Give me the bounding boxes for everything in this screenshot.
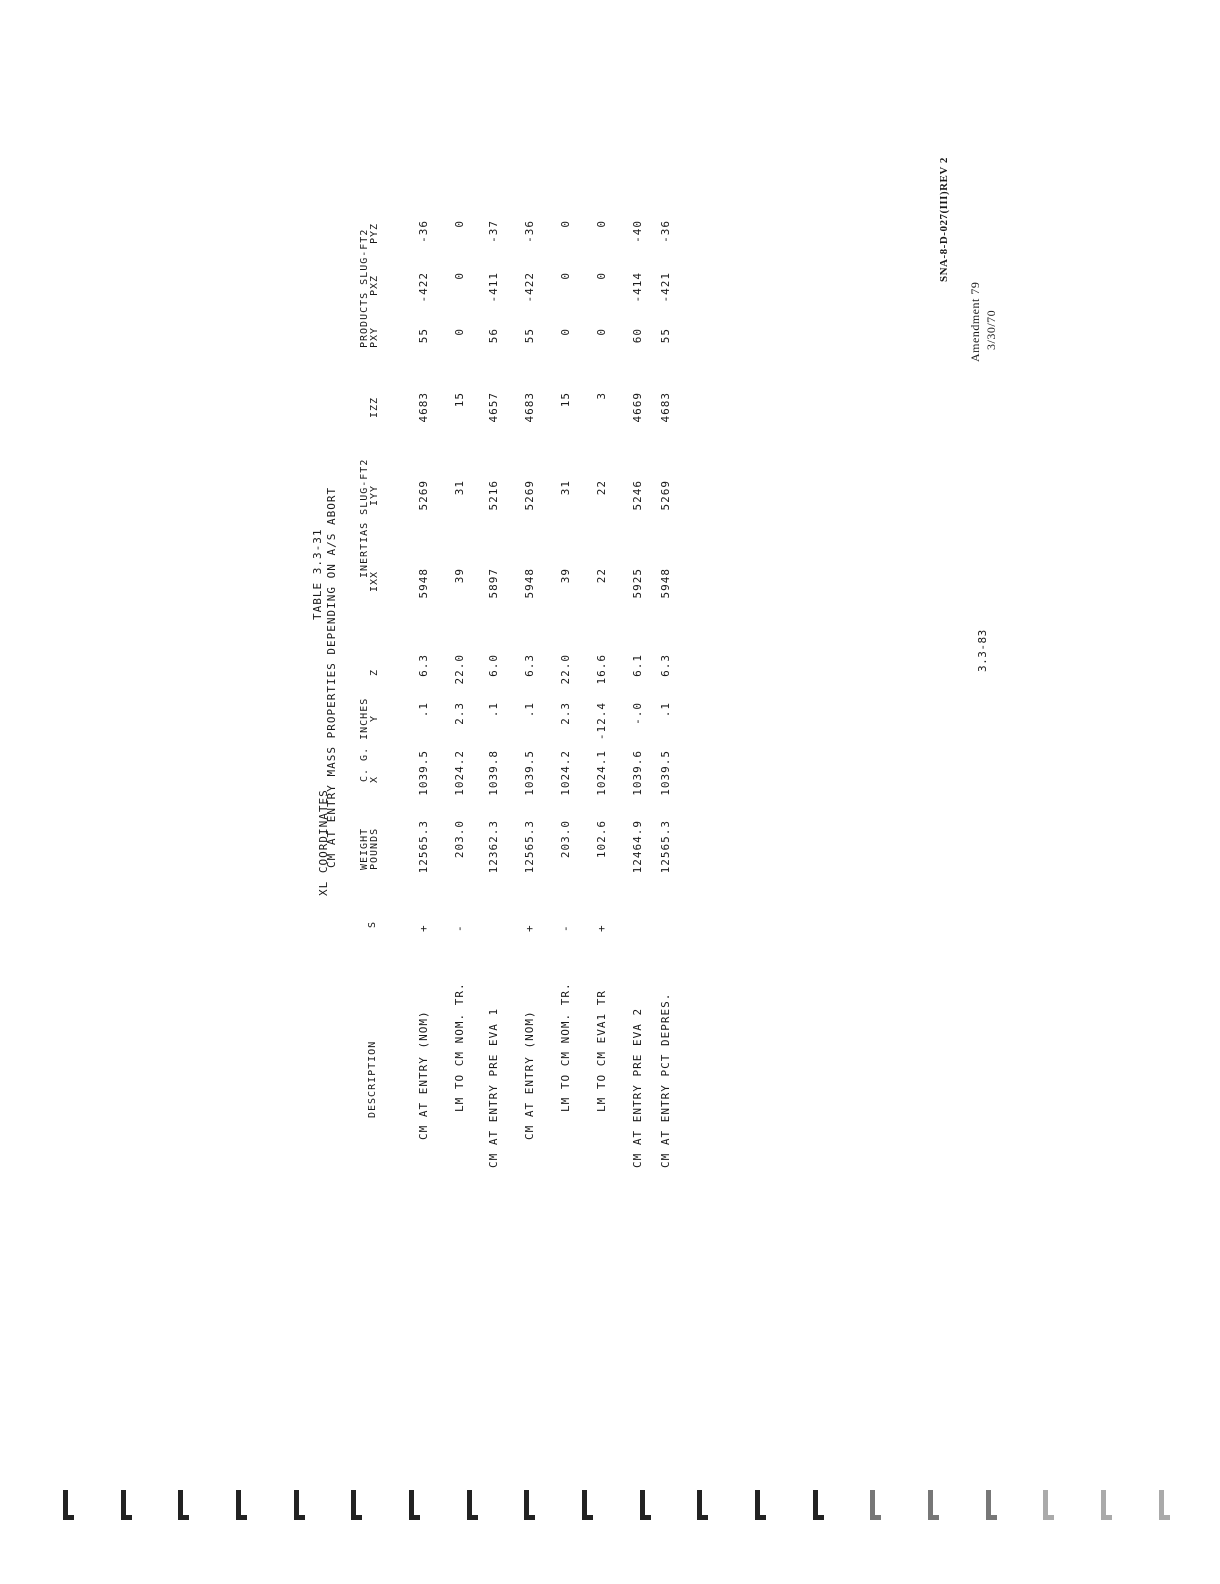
cell-pxy: 0	[559, 328, 572, 336]
cell-izz: 15	[559, 392, 572, 408]
cell-ixx: 39	[453, 568, 466, 584]
page-number: 3.3-83	[976, 629, 989, 672]
registration-mark	[521, 1490, 535, 1520]
cell-pxy: 55	[659, 328, 672, 344]
cell-x: 1024.2	[453, 750, 466, 796]
cell-sign: +	[523, 924, 536, 932]
cell-weight: 203.0	[559, 820, 572, 859]
cell-x: 1039.8	[487, 750, 500, 796]
col-pyz: PYZ	[369, 222, 380, 244]
cell-iyy: 5269	[523, 480, 536, 511]
cell-iyy: 5269	[659, 480, 672, 511]
cell-y: -12.4	[595, 702, 608, 741]
registration-mark	[464, 1490, 478, 1520]
cell-pyz: -37	[487, 220, 500, 243]
cell-weight: 12565.3	[523, 820, 536, 874]
cell-iyy: 5246	[631, 480, 644, 511]
registration-mark	[233, 1490, 247, 1520]
cell-z: 6.3	[659, 654, 672, 677]
col-ixx: IXX	[369, 570, 380, 592]
col-cg-z: Z	[369, 668, 380, 676]
cell-pxz: -422	[523, 272, 536, 303]
registration-mark	[810, 1490, 824, 1520]
registration-mark	[118, 1490, 132, 1520]
table-row	[559, 168, 579, 1168]
cell-izz: 4669	[631, 392, 644, 423]
cell-pxz: -421	[659, 272, 672, 303]
registration-mark	[1098, 1490, 1112, 1520]
cell-y: .1	[659, 702, 672, 718]
cell-x: 1039.6	[631, 750, 644, 796]
document-id: SNA-8-D-027(III)REV 2	[938, 157, 950, 282]
cell-pyz: -40	[631, 220, 644, 243]
cell-y: -.0	[631, 702, 644, 725]
cell-ixx: 5925	[631, 568, 644, 599]
registration-mark	[867, 1490, 881, 1520]
registration-mark	[348, 1490, 362, 1520]
cell-pxy: 55	[523, 328, 536, 344]
cell-z: 6.1	[631, 654, 644, 677]
cell-desc: CM AT ENTRY (NOM)	[417, 1010, 430, 1140]
cell-pxz: -414	[631, 272, 644, 303]
cell-pyz: -36	[659, 220, 672, 243]
cell-desc: LM TO CM NOM. TR.	[559, 982, 572, 1112]
cell-z: 6.3	[417, 654, 430, 677]
table-row	[453, 168, 473, 1168]
col-pxy: PXY	[369, 326, 380, 348]
cell-izz: 15	[453, 392, 466, 408]
cell-iyy: 5269	[417, 480, 430, 511]
cell-izz: 3	[595, 392, 608, 400]
amendment-label: Amendment 79	[968, 281, 982, 362]
col-description: DESCRIPTION	[367, 1040, 378, 1118]
cell-ixx: 5948	[417, 568, 430, 599]
cell-pxy: 56	[487, 328, 500, 344]
col-cg-group: C. G. INCHES	[359, 697, 370, 782]
cell-weight: 12565.3	[659, 820, 672, 874]
registration-mark	[175, 1490, 189, 1520]
cell-iyy: 31	[559, 480, 572, 496]
registration-mark	[694, 1490, 708, 1520]
registration-mark	[1156, 1490, 1170, 1520]
cell-y: .1	[487, 702, 500, 718]
cell-iyy: 5216	[487, 480, 500, 511]
mass-properties-table	[311, 168, 672, 1168]
col-cg-y: Y	[369, 714, 380, 722]
cell-izz: 4683	[523, 392, 536, 423]
cell-weight: 12565.3	[417, 820, 430, 874]
coordinates-label: XL COORDINATES	[317, 789, 330, 896]
cell-desc: CM AT ENTRY PCT DEPRES.	[659, 992, 672, 1168]
table-row	[523, 168, 543, 1168]
cell-pxz: 0	[595, 272, 608, 280]
cell-ixx: 39	[559, 568, 572, 584]
registration-mark	[637, 1490, 651, 1520]
cell-izz: 4657	[487, 392, 500, 423]
cell-ixx: 5897	[487, 568, 500, 599]
cell-desc: CM AT ENTRY PRE EVA 2	[631, 1007, 644, 1168]
cell-x: 1024.1	[595, 750, 608, 796]
cell-pyz: 0	[559, 220, 572, 228]
registration-mark	[291, 1490, 305, 1520]
cell-pxy: 0	[595, 328, 608, 336]
cell-sign: -	[559, 924, 572, 932]
amendment-date: 3/30/70	[984, 309, 998, 350]
cell-desc: LM TO CM EVA1 TR	[595, 990, 608, 1112]
cell-z: 6.3	[523, 654, 536, 677]
cell-weight: 102.6	[595, 820, 608, 859]
col-weight-2: POUNDS	[369, 827, 380, 870]
table-title: CM AT ENTRY MASS PROPERTIES DEPENDING ON A/S ABORT	[325, 486, 338, 868]
cell-ixx: 5948	[659, 568, 672, 599]
col-products-group: PRODUCTS SLUG-FT2	[359, 228, 370, 348]
cell-y: .1	[417, 702, 430, 718]
cell-y: .1	[523, 702, 536, 718]
table-row	[487, 168, 507, 1168]
cell-z: 6.0	[487, 654, 500, 677]
cell-desc: CM AT ENTRY (NOM)	[523, 1010, 536, 1140]
table-row	[631, 168, 651, 1168]
cell-iyy: 22	[595, 480, 608, 496]
cell-weight: 12362.3	[487, 820, 500, 874]
col-weight-1: WEIGHT	[359, 827, 370, 870]
col-inertia-group: INERTIAS SLUG-FT2	[359, 458, 370, 578]
cell-x: 1039.5	[523, 750, 536, 796]
registration-mark	[60, 1490, 74, 1520]
cell-izz: 4683	[659, 392, 672, 423]
cell-pyz: 0	[453, 220, 466, 228]
cell-desc: CM AT ENTRY PRE EVA 1	[487, 1007, 500, 1168]
cell-weight: 12464.9	[631, 820, 644, 874]
cell-ixx: 5948	[523, 568, 536, 599]
cell-pxz: -422	[417, 272, 430, 303]
cell-x: 1024.2	[559, 750, 572, 796]
cell-sign: +	[417, 924, 430, 932]
table-row	[595, 168, 615, 1168]
cell-pxy: 0	[453, 328, 466, 336]
cell-ixx: 22	[595, 568, 608, 584]
col-sign: S	[367, 920, 378, 928]
cell-z: 22.0	[453, 654, 466, 685]
cell-x: 1039.5	[417, 750, 430, 796]
registration-mark	[406, 1490, 420, 1520]
cell-sign: -	[453, 924, 466, 932]
registration-mark	[925, 1490, 939, 1520]
cell-weight: 203.0	[453, 820, 466, 859]
cell-iyy: 31	[453, 480, 466, 496]
cell-izz: 4683	[417, 392, 430, 423]
cell-sign: +	[595, 924, 608, 932]
cell-pyz: -36	[417, 220, 430, 243]
registration-marks	[60, 1480, 1170, 1520]
registration-mark	[1040, 1490, 1054, 1520]
cell-pyz: -36	[523, 220, 536, 243]
table-row	[659, 168, 679, 1168]
col-iyy: IYY	[369, 484, 380, 506]
col-izz: IZZ	[369, 396, 380, 418]
cell-desc: LM TO CM NOM. TR.	[453, 982, 466, 1112]
cell-pxz: 0	[453, 272, 466, 280]
cell-pxz: 0	[559, 272, 572, 280]
cell-z: 16.6	[595, 654, 608, 685]
registration-mark	[983, 1490, 997, 1520]
cell-pxz: -411	[487, 272, 500, 303]
cell-x: 1039.5	[659, 750, 672, 796]
table-number: TABLE 3.3-31	[311, 528, 324, 620]
col-pxz: PXZ	[369, 274, 380, 296]
cell-y: 2.3	[453, 702, 466, 725]
col-cg-x: X	[369, 775, 380, 783]
cell-pyz: 0	[595, 220, 608, 228]
registration-mark	[752, 1490, 766, 1520]
cell-y: 2.3	[559, 702, 572, 725]
cell-pxy: 60	[631, 328, 644, 344]
cell-pxy: 55	[417, 328, 430, 344]
registration-mark	[579, 1490, 593, 1520]
table-row	[417, 168, 437, 1168]
cell-z: 22.0	[559, 654, 572, 685]
